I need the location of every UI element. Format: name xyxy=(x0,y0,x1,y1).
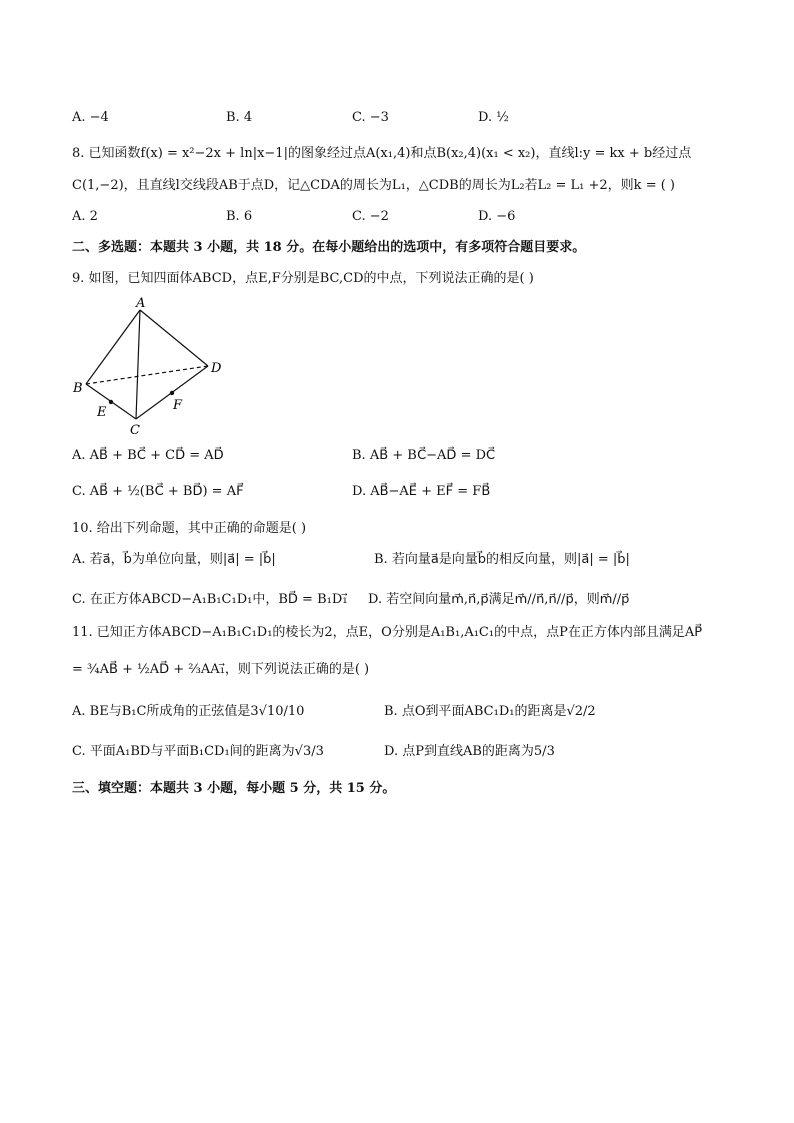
label-b: B xyxy=(73,381,83,396)
q10-option-d: D. 若空间向量m⃗,n⃗,p⃗满足m⃗//n⃗,n⃗//p⃗，则m⃗//p⃗ xyxy=(368,592,630,607)
tetrahedron-figure xyxy=(70,292,230,437)
q8-stem-line2: C(1,−2)，且直线l交线段AB于点D，记△CDA的周长为L₁，△CDB的周长为L₂若L₂ = L₁ +2，则k = ( ) xyxy=(72,178,675,193)
label-d: D xyxy=(211,361,222,376)
q7-option-b: B. 4 xyxy=(226,110,253,125)
q11-stem-line1: 11. 已知正方体ABCD−A₁B₁C₁D₁的棱长为2，点E，O分别是A₁B₁,A₁C₁的中点，点P在正方体内部且满足AP⃗ xyxy=(72,625,703,640)
q11-option-a: A. BE与B₁C所成角的正弦值是3√10/10 xyxy=(72,704,305,719)
section-heading-fill-in: 三、填空题：本题共 3 小题，每小题 5 分，共 15 分。 xyxy=(72,781,396,796)
q10-stem: 10. 给出下列命题，其中正确的命题是( ) xyxy=(72,521,307,536)
q8-option-c: C. −2 xyxy=(352,209,389,224)
q8-option-b: B. 6 xyxy=(226,209,253,224)
edge-ab xyxy=(86,310,140,384)
q11-option-d: D. 点P到直线AB的距离为5/3 xyxy=(384,744,555,759)
q7-option-d: D. ½ xyxy=(478,110,509,125)
q9-option-a: A. AB⃗ + BC⃗ + CD⃗ = AD⃗ xyxy=(72,448,224,463)
q9-option-c: C. AB⃗ + ½(BC⃗ + BD⃗) = AF⃗ xyxy=(72,484,244,499)
q10-option-a: A. 若a⃗，b⃗为单位向量，则|a⃗| = |b⃗| xyxy=(72,552,276,567)
q9-option-d: D. AB⃗−AE⃗ + EF⃗ = FB⃗ xyxy=(352,484,491,499)
label-a: A xyxy=(136,296,146,311)
label-c: C xyxy=(130,423,140,437)
q9-option-b: B. AB⃗ + BC⃗−AD⃗ = DC⃗ xyxy=(352,448,496,463)
q7-option-c: C. −3 xyxy=(352,110,389,125)
q8-option-a: A. 2 xyxy=(72,209,98,224)
q8-option-d: D. −6 xyxy=(478,209,516,224)
label-f: F xyxy=(173,398,183,413)
edge-ad xyxy=(140,310,208,366)
section-heading-multi-choice: 二、多选题：本题共 3 小题，共 18 分。在每小题给出的选项中，有多项符合题目要求。 xyxy=(72,240,586,255)
edge-bd-hidden xyxy=(86,366,208,384)
q10-option-b: B. 若向量a⃗是向量b⃗的相反向量，则|a⃗| = |b⃗| xyxy=(374,552,630,567)
q11-option-c: C. 平面A₁BD与平面B₁CD₁间的距离为√3/3 xyxy=(72,744,324,759)
point-f xyxy=(170,391,174,395)
q8-stem-line1: 8. 已知函数f(x) = x²−2x + ln|x−1|的图象经过点A(x₁,4)和点B(x₂,4)(x₁ < x₂)，直线l:y = kx + b经过点 xyxy=(72,146,692,161)
q10-option-c: C. 在正方体ABCD−A₁B₁C₁D₁中，BD⃗ = B₁D₁⃗ xyxy=(72,592,348,607)
q7-option-a: A. −4 xyxy=(72,110,109,125)
label-e: E xyxy=(97,405,107,420)
q11-stem-line2: = ¾AB⃗ + ½AD⃗ + ⅔AA₁⃗，则下列说法正确的是( ) xyxy=(72,662,370,677)
q11-option-b: B. 点O到平面ABC₁D₁的距离是√2/2 xyxy=(384,704,596,719)
point-e xyxy=(109,400,113,404)
edge-ac xyxy=(136,310,140,419)
q9-stem: 9. 如图，已知四面体ABCD，点E,F分别是BC,CD的中点，下列说法正确的是( ) xyxy=(72,271,534,286)
